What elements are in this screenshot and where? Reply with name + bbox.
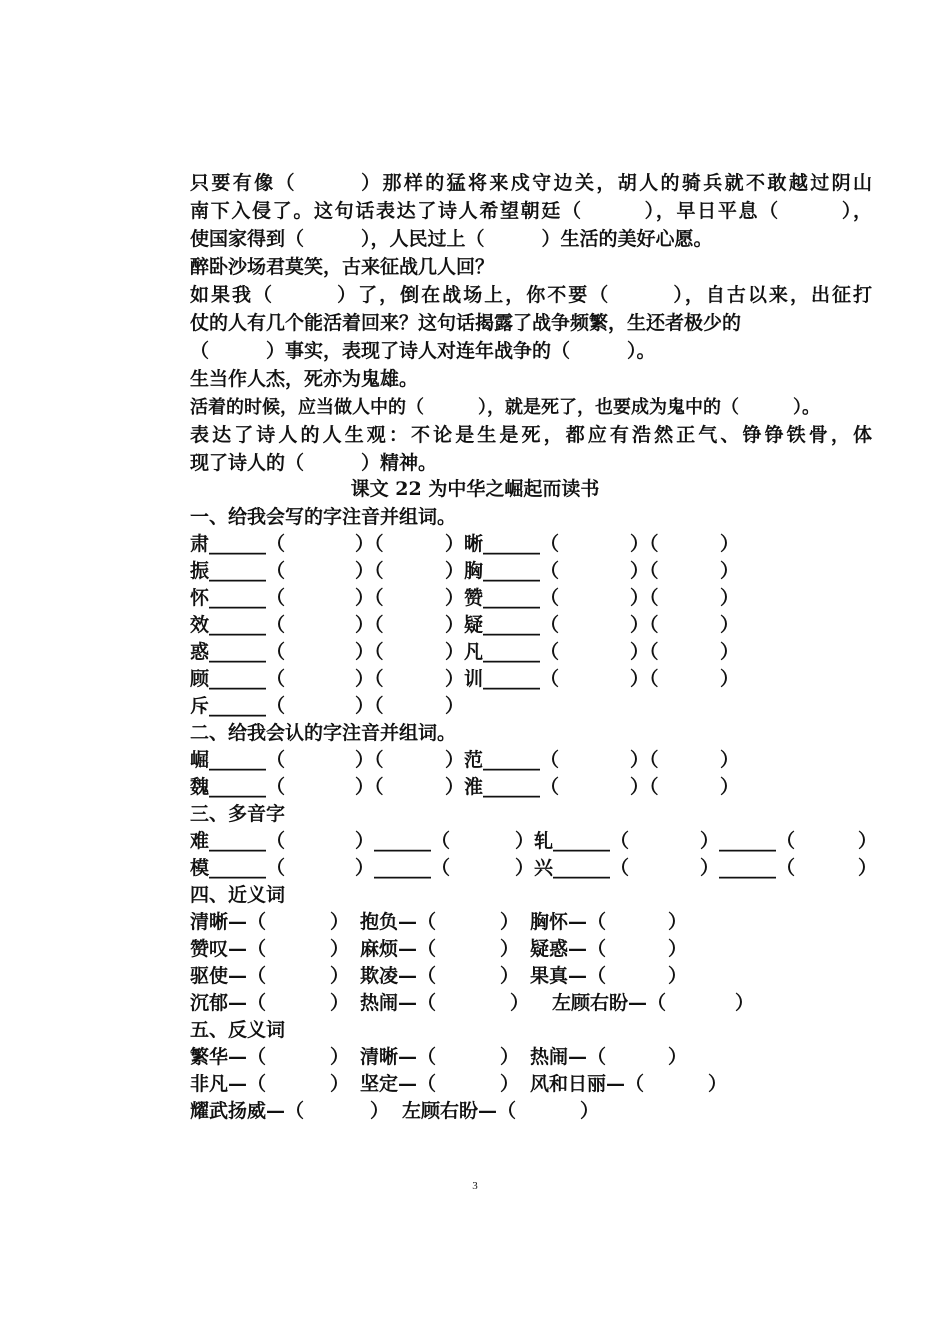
cell: 清晰—（ <box>190 911 267 933</box>
cell: 清晰—（ <box>360 1046 437 1068</box>
cell: ）赞______（ <box>445 587 560 609</box>
cell: ） <box>500 965 520 987</box>
cell: 欺凌—（ <box>360 965 437 987</box>
cell: ） <box>858 857 878 879</box>
cell: 热闹—（ <box>360 992 437 1014</box>
cell: 非凡—（ <box>190 1073 267 1095</box>
cell: ）淮______（ <box>445 776 560 798</box>
exercise-row <box>190 936 688 963</box>
poem-line: 表达了诗人的人生观：不论是生是死，都应有浩然正气、铮铮铁骨，体 <box>190 424 872 446</box>
cell: 耀武扬威—（ <box>190 1100 305 1122</box>
cell: 繁华—（ <box>190 1046 267 1068</box>
cell: ） <box>858 830 878 852</box>
cell: 模______（ <box>190 857 286 879</box>
poem-line: 现了诗人的（ ）精神。 <box>190 452 438 474</box>
cell: ） <box>720 641 740 663</box>
cell: ） <box>445 695 465 717</box>
exercise-row <box>190 666 740 693</box>
exercise-row <box>190 585 740 612</box>
cell: ） <box>668 938 688 960</box>
poem-line: 只要有像（ ）那样的猛将来戍守边关，胡人的骑兵就不敢越过阴山 <box>190 172 872 194</box>
poem-line: 如果我（ ）了，倒在战场上，你不要（ ），自古以来，出征打 <box>190 284 872 306</box>
cell: 怀______（ <box>190 587 286 609</box>
cell: 魏______（ <box>190 776 286 798</box>
exercise-row <box>190 639 740 666</box>
cell: ）（ <box>355 776 384 798</box>
cell: ） <box>500 1046 520 1068</box>
cell: ）（ <box>355 668 384 690</box>
cell: ） <box>720 614 740 636</box>
exercise-row <box>190 909 688 936</box>
cell: ） <box>510 992 530 1014</box>
cell: ）训______（ <box>445 668 560 690</box>
cell: ）______（ <box>700 857 796 879</box>
cell: 坚定—（ <box>360 1073 437 1095</box>
cell: 崛______（ <box>190 749 286 771</box>
cell: ） <box>668 911 688 933</box>
exercise-row <box>190 531 740 558</box>
cell: 效______（ <box>190 614 286 636</box>
cell: ） <box>735 992 755 1014</box>
exercise-row <box>190 1071 728 1098</box>
exercise-row <box>190 774 740 801</box>
exercise-row <box>190 828 878 855</box>
cell: ）（ <box>630 614 659 636</box>
poem-line: 醉卧沙场君莫笑，古来征战几人回？ <box>190 256 495 278</box>
exercise-row <box>190 558 740 585</box>
page-number: 3 <box>472 1180 478 1192</box>
cell: ） <box>330 911 350 933</box>
cell: 风和日丽—（ <box>530 1073 645 1095</box>
exercise-row <box>190 963 688 990</box>
cell: ） <box>330 965 350 987</box>
cell: ）______（ <box>700 830 796 852</box>
cell: ）（ <box>355 641 384 663</box>
cell: ） <box>720 587 740 609</box>
exercise-row <box>190 693 465 720</box>
exercise-row <box>190 612 740 639</box>
cell: ） <box>330 1073 350 1095</box>
exercise-row <box>190 855 878 882</box>
lesson-title: 课文 22 为中华之崛起而读书 <box>350 478 600 500</box>
cell: 驱使—（ <box>190 965 267 987</box>
cell: ）（ <box>630 560 659 582</box>
cell: ） <box>330 992 350 1014</box>
cell: ）（ <box>630 641 659 663</box>
cell: 麻烦—（ <box>360 938 437 960</box>
cell: 疑惑—（ <box>530 938 607 960</box>
cell: ）晰______（ <box>445 533 560 555</box>
cell: ） <box>370 1100 390 1122</box>
cell: ） <box>500 1073 520 1095</box>
cell: 热闹—（ <box>530 1046 607 1068</box>
exercise-row <box>190 1044 688 1071</box>
cell: ）（ <box>355 587 384 609</box>
poem-line: 南下入侵了。这句话表达了诗人希望朝廷（ ），早日平息（ ）， <box>190 200 872 222</box>
poem-line: （ ）事实，表现了诗人对连年战争的（ ）。 <box>190 340 656 362</box>
exercise-row <box>190 990 755 1017</box>
section-heading: 三、多音字 <box>190 803 286 825</box>
cell: ） <box>668 965 688 987</box>
cell: 左顾右盼—（ <box>402 1100 517 1122</box>
cell: 左顾右盼—（ <box>552 992 667 1014</box>
cell: ） <box>668 1046 688 1068</box>
exercise-row <box>190 747 740 774</box>
cell: 肃______（ <box>190 533 286 555</box>
cell: ）轧______（ <box>515 830 630 852</box>
cell: ）（ <box>630 533 659 555</box>
cell: ） <box>720 749 740 771</box>
cell: ） <box>500 938 520 960</box>
cell: ） <box>330 938 350 960</box>
cell: 难______（ <box>190 830 286 852</box>
cell: ）胸______（ <box>445 560 560 582</box>
cell: ）（ <box>630 668 659 690</box>
section-heading: 四、近义词 <box>190 884 286 906</box>
cell: 赞叹—（ <box>190 938 267 960</box>
poem-line: 使国家得到（ ），人民过上（ ）生活的美好心愿。 <box>190 228 713 250</box>
cell: ）范______（ <box>445 749 560 771</box>
section-heading: 五、反义词 <box>190 1019 286 1041</box>
cell: ） <box>500 911 520 933</box>
cell: 振______（ <box>190 560 286 582</box>
cell: ）______（ <box>355 857 451 879</box>
cell: ） <box>720 776 740 798</box>
cell: 斥______（ <box>190 695 286 717</box>
cell: ）凡______（ <box>445 641 560 663</box>
section-heading: 一、给我会写的字注音并组词。 <box>190 506 457 528</box>
cell: 果真—（ <box>530 965 607 987</box>
cell: ） <box>580 1100 600 1122</box>
poem-line: 活着的时候，应当做人中的（ ），就是死了，也要成为鬼中的（ ）。 <box>190 397 820 418</box>
cell: ） <box>330 1046 350 1068</box>
cell: ）（ <box>355 749 384 771</box>
cell: ）（ <box>630 749 659 771</box>
cell: ）（ <box>355 533 384 555</box>
cell: ）（ <box>355 695 384 717</box>
cell: ） <box>720 560 740 582</box>
cell: 惑______（ <box>190 641 286 663</box>
exercise-row <box>190 1098 600 1125</box>
cell: 抱负—（ <box>360 911 437 933</box>
cell: ）（ <box>355 560 384 582</box>
cell: ） <box>720 668 740 690</box>
cell: ） <box>720 533 740 555</box>
cell: 沉郁—（ <box>190 992 267 1014</box>
poem-line: 生当作人杰，死亦为鬼雄。 <box>190 368 419 390</box>
cell: 胸怀—（ <box>530 911 607 933</box>
cell: ） <box>708 1073 728 1095</box>
cell: ）兴______（ <box>515 857 630 879</box>
cell: ）（ <box>630 587 659 609</box>
cell: 顾______（ <box>190 668 286 690</box>
poem-line: 仗的人有几个能活着回来？这句话揭露了战争频繁，生还者极少的 <box>190 312 742 334</box>
cell: ）疑______（ <box>445 614 560 636</box>
cell: ）（ <box>355 614 384 636</box>
section-heading: 二、给我会认的字注音并组词。 <box>190 722 457 744</box>
cell: ）（ <box>630 776 659 798</box>
cell: ）______（ <box>355 830 451 852</box>
